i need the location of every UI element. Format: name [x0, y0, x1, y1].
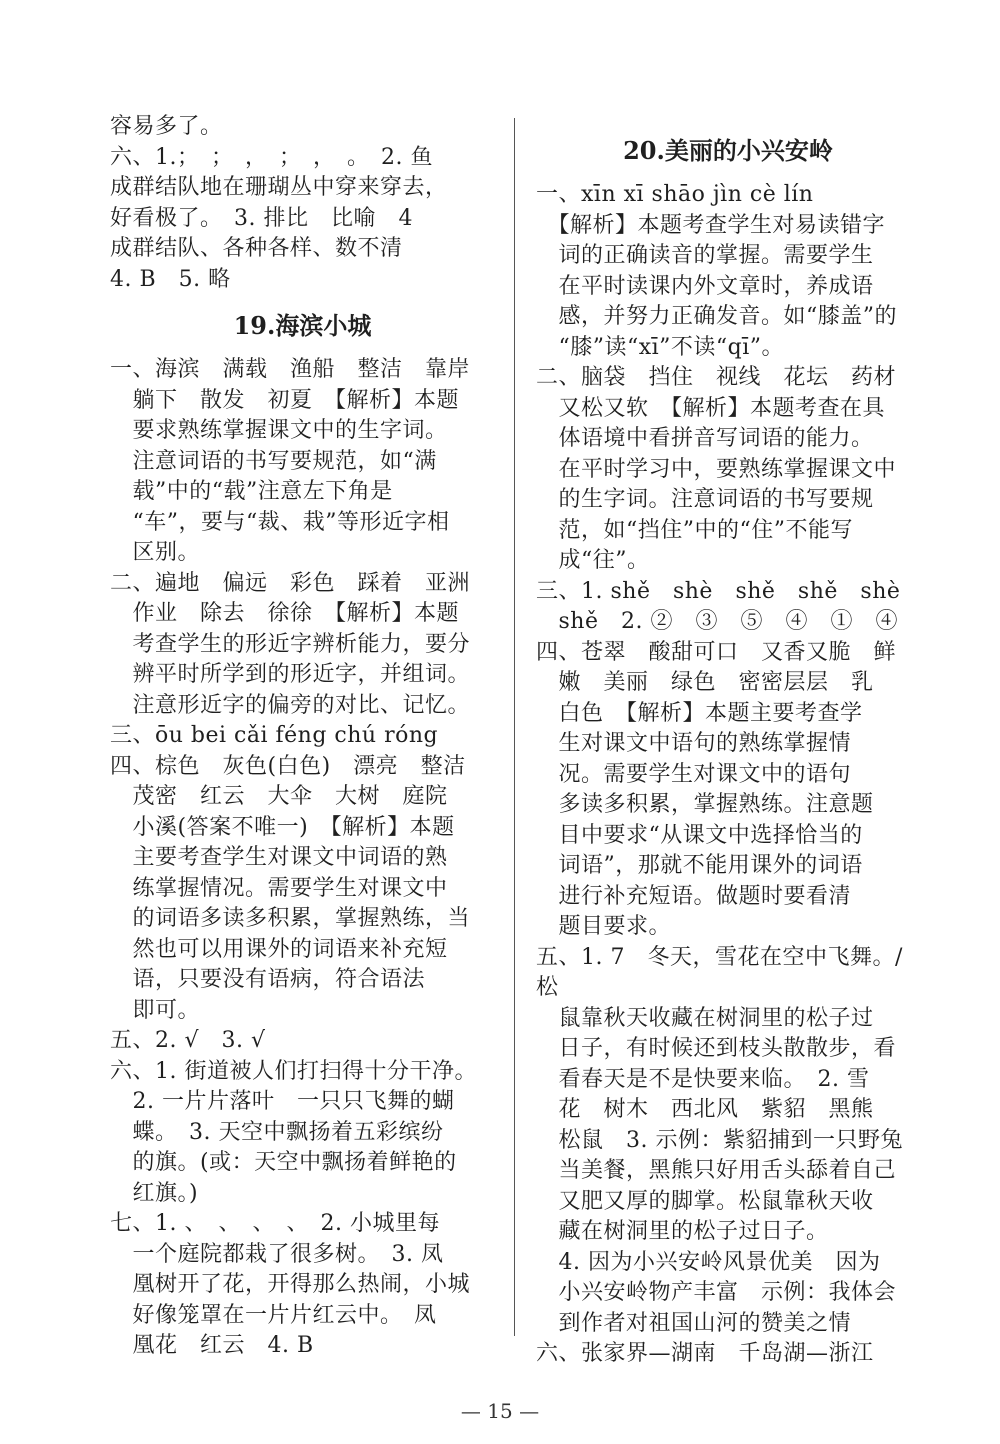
answer-line: 辨平时所学到的形近字，并组词。	[110, 662, 471, 687]
answer-line: 范，如“挡住”中的“住”不能写	[536, 517, 853, 543]
answer-line: 茂密 红云 大伞 大树 庭院	[110, 784, 448, 809]
answer-line: 红旗。)	[110, 1180, 199, 1206]
answer-line: 4. B 5. 略	[110, 266, 231, 292]
answer-line: 况。需要学生对课文中的语句	[536, 761, 852, 787]
answer-line: 的词语多读多积累，掌握熟练，当	[110, 906, 471, 931]
answer-line: 在平时学习中，要熟练掌握课文中	[536, 456, 897, 482]
answer-line: 然也可以用课外的词语来补充短	[110, 936, 448, 962]
answer-line: 看春天是不是快要来临。 2. 雪	[536, 1066, 870, 1092]
answer-line: 六、1.； ； ， ； ， 。 2. 鱼	[110, 144, 433, 170]
answer-line: 多读多积累，掌握熟练。注意题	[536, 792, 874, 817]
answer-line: 要求熟练掌握课文中的生字词。	[110, 418, 448, 443]
answer-line: 白色 【解析】本题主要考查学	[536, 700, 863, 726]
answer-line: “车”，要与“裁、栽”等形近字相	[110, 509, 450, 535]
answer-line: 小兴安岭物产丰富 示例：我体会	[536, 1280, 897, 1305]
answer-line: 七、1. 、 、 、 、 2. 小城里每	[110, 1211, 440, 1236]
answer-line: 二、脑袋 挡住 视线 花坛 药材	[536, 365, 897, 390]
section-heading-20	[536, 134, 920, 168]
answer-line: 花 树木 西北风 紫貂 黑熊	[536, 1097, 874, 1122]
page-number: — 15 —	[460, 1399, 540, 1423]
answer-line: 目中要求“从课文中选择恰当的	[536, 822, 863, 848]
answer-line: 松鼠 3. 示例：紫貂捕到一只野兔	[536, 1127, 903, 1153]
answer-line: 练掌握情况。需要学生对课文中	[110, 875, 448, 901]
answer-line: 容易多了。	[110, 114, 223, 139]
left-bottom-lines	[110, 355, 495, 1362]
answer-line: 当美餐，黑熊只好用舌头舔着自己	[536, 1158, 897, 1183]
answer-line: shě 2. ② ③ ⑤ ④ ① ④	[536, 609, 898, 634]
heading-number: 20.	[623, 136, 665, 165]
answer-line: 日子，有时候还到枝头散散步，看	[536, 1036, 897, 1061]
heading-title: 美丽的小兴安岭	[664, 137, 833, 165]
column-divider	[514, 118, 515, 1336]
answer-line: 4. 因为小兴安岭风景优美 因为	[536, 1249, 881, 1275]
answer-line: 好像笼罩在一片片红云中。 凤	[110, 1302, 437, 1328]
section-heading-19	[110, 309, 495, 343]
answer-line: 进行补充短语。做题时要看清	[536, 883, 852, 909]
answer-line: 的生字词。注意词语的书写要规	[536, 487, 874, 512]
answer-line: 蝶。 3. 天空中飘扬着五彩缤纷	[110, 1119, 444, 1145]
right-column	[536, 112, 920, 1370]
answer-line: 注意形近字的偏旁的对比、记忆。	[110, 692, 471, 718]
answer-line: 主要考查学生对课文中词语的熟	[110, 845, 448, 870]
answer-line: 六、张家界—湖南 千岛湖—浙江	[536, 1341, 874, 1366]
answer-line: 感，并努力正确发音。如“膝盖”的	[536, 304, 897, 329]
answer-line: 二、遍地 偏远 彩色 踩着 亚洲	[110, 570, 471, 596]
answer-line: 词的正确读音的掌握。需要学生	[536, 243, 874, 268]
answer-line: 又松又软 【解析】本题考查在具	[536, 395, 886, 421]
answer-line: 的旗。(或：天空中飘扬着鲜艳的	[110, 1150, 457, 1175]
answer-line: 区别。	[110, 540, 201, 565]
answer-line: “膝”读“xī”不读“qī”。	[536, 334, 785, 360]
answer-line: 一个庭院都栽了很多树。 3. 凤	[110, 1241, 444, 1267]
answer-line: 一、海滨 满载 渔船 整洁 靠岸	[110, 357, 471, 382]
answer-line: 好看极了。 3. 排比 比喻 4	[110, 205, 413, 231]
heading-number: 19.	[233, 311, 276, 340]
answer-line: 成群结队、各种各样、数不清	[110, 236, 403, 261]
answer-line: 注意词语的书写要规范，如“满	[110, 448, 437, 474]
answer-line: 鼠靠秋天收藏在树洞里的松子过	[536, 1005, 874, 1031]
answer-line: 凰花 红云 4. B	[110, 1333, 314, 1358]
answer-line: 体语境中看拼音写词语的能力。	[536, 426, 874, 451]
heading-title: 海滨小城	[275, 312, 372, 340]
answer-line: 在平时读课内外文章时，养成语	[536, 273, 874, 299]
answer-line: 载”中的“载”注意左下角是	[110, 479, 393, 504]
answer-line: 考查学生的形近字辨析能力，要分	[110, 631, 471, 657]
watermark-logo	[862, 1346, 992, 1438]
answer-line: 凰树开了花，开得那么热闹，小城	[110, 1272, 471, 1297]
answer-line: 藏在树洞里的松子过日子。	[536, 1219, 829, 1244]
answer-line: 四、苍翠 酸甜可口 又香又脆 鲜	[536, 639, 897, 665]
answer-line: 2. 一片片落叶 一只只飞舞的蝴	[110, 1089, 455, 1114]
answer-line: 又肥又厚的脚掌。松鼠靠秋天收	[536, 1188, 874, 1214]
answer-line: 题目要求。	[536, 914, 672, 939]
answer-line: 生对课文中语句的熟练掌握情	[536, 731, 852, 756]
answer-line: 四、棕色 灰色(白色) 漂亮 整洁	[110, 753, 466, 779]
answer-line: 三、1. shě shè shě shě shè	[536, 578, 901, 604]
left-column	[110, 112, 495, 1362]
answer-line: 一、xīn xī shāo jìn cè lín	[536, 182, 814, 207]
answer-line: 【解析】本题考查学生对易读错字	[536, 212, 886, 238]
answer-line: 六、1. 街道被人们打扫得十分干净。	[110, 1058, 477, 1084]
answer-line: 成“往”。	[536, 548, 650, 573]
answer-line: 三、ōu bei cǎi féng chú róng	[110, 723, 439, 748]
answer-line: 五、2. √ 3. √	[110, 1028, 266, 1053]
answer-line: 即可。	[110, 997, 201, 1023]
answer-line: 语，只要没有语病，符合语法	[110, 967, 426, 992]
answer-line: 嫩 美丽 绿色 密密层层 乳	[536, 670, 874, 695]
answer-line: 躺下 散发 初夏 【解析】本题	[110, 387, 460, 413]
answer-line: 到作者对祖国山河的赞美之情	[536, 1310, 852, 1336]
left-top-lines	[110, 112, 495, 295]
right-lines	[536, 180, 920, 1370]
answer-line: 成群结队地在珊瑚丛中穿来穿去，	[110, 175, 448, 200]
answer-line: 词语”，那就不能用课外的词语	[536, 853, 863, 878]
answer-line: 五、1. 7 冬天，雪花在空中飞舞。/松	[536, 944, 903, 1000]
answer-line: 作业 除去 徐徐 【解析】本题	[110, 601, 460, 626]
answer-line: 小溪(答案不唯一) 【解析】本题	[110, 814, 455, 840]
